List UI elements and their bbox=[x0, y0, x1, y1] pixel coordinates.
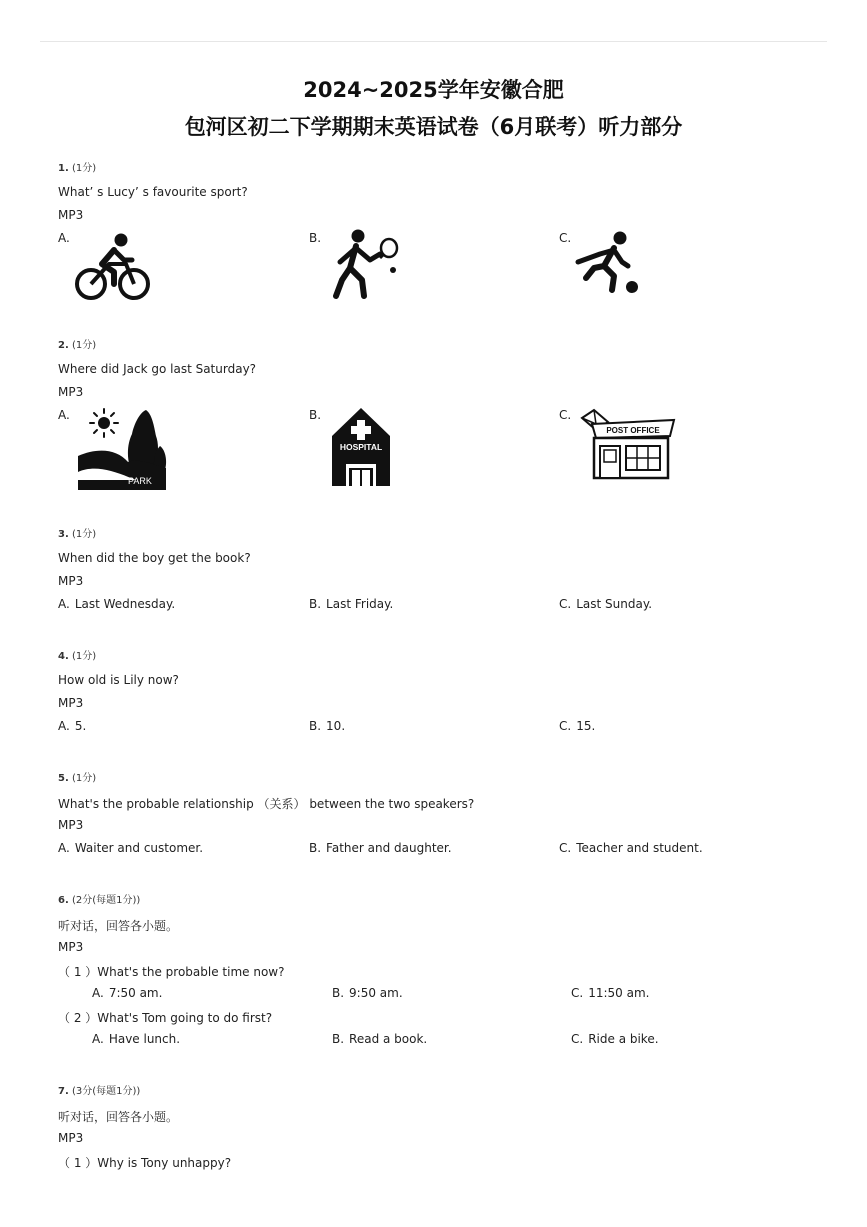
option-c-label[interactable]: C. bbox=[559, 408, 572, 422]
page-title-line1: 2024~2025学年安徽合肥 bbox=[303, 78, 564, 102]
mp3-label[interactable]: MP3 bbox=[58, 818, 84, 832]
top-divider bbox=[40, 41, 827, 42]
sub-question-2: （ 2 ）What's Tom going to do first? bbox=[58, 1011, 273, 1025]
mp3-label[interactable]: MP3 bbox=[58, 574, 84, 588]
question-number: 4. (1分) bbox=[58, 651, 97, 662]
question-number: 3. (1分) bbox=[58, 529, 97, 540]
question-number: 7. (3分(每题1分)) bbox=[58, 1086, 141, 1097]
question-text: 听对话，回答各小题。 bbox=[58, 919, 179, 933]
option-c[interactable]: C. Ride a bike. bbox=[571, 1032, 659, 1046]
cycling-icon[interactable] bbox=[74, 232, 152, 302]
option-b[interactable]: B. 9:50 am. bbox=[332, 986, 403, 1000]
post-office-icon[interactable] bbox=[578, 408, 678, 482]
option-a[interactable]: A. 5. bbox=[58, 719, 87, 733]
question-text: What’ s Lucy’ s favourite sport? bbox=[58, 185, 248, 199]
option-c[interactable]: C. Teacher and student. bbox=[559, 841, 703, 855]
question-text: When did the boy get the book? bbox=[58, 551, 251, 565]
hospital-caption: HOSPITAL bbox=[339, 442, 383, 452]
question-number: 5. (1分) bbox=[58, 773, 97, 784]
option-b[interactable]: B. Last Friday. bbox=[309, 597, 394, 611]
option-a[interactable]: A. 7:50 am. bbox=[92, 986, 163, 1000]
question-text: How old is Lily now? bbox=[58, 673, 179, 687]
park-caption: PARK bbox=[128, 476, 152, 486]
post-office-caption: POST OFFICE bbox=[606, 426, 660, 435]
question-text: 听对话，回答各小题。 bbox=[58, 1110, 179, 1124]
question-number: 2. (1分) bbox=[58, 340, 97, 351]
mp3-label[interactable]: MP3 bbox=[58, 1131, 84, 1145]
option-c[interactable]: C. Last Sunday. bbox=[559, 597, 653, 611]
question-text: What's the probable relationship （关系） between the two speakers? bbox=[58, 797, 475, 811]
page-title-line2: 包河区初二下学期期末英语试卷（6月联考）听力部分 bbox=[184, 115, 683, 139]
option-a[interactable]: A. Last Wednesday. bbox=[58, 597, 176, 611]
option-c-label[interactable]: C. bbox=[559, 231, 572, 245]
mp3-label[interactable]: MP3 bbox=[58, 940, 84, 954]
football-player-icon[interactable] bbox=[572, 230, 642, 296]
park-icon[interactable] bbox=[76, 406, 170, 494]
option-a[interactable]: A. Waiter and customer. bbox=[58, 841, 204, 855]
question-number: 1. (1分) bbox=[58, 163, 97, 174]
mp3-label[interactable]: MP3 bbox=[58, 208, 84, 222]
option-a-label[interactable]: A. bbox=[58, 231, 70, 245]
hospital-icon[interactable] bbox=[330, 406, 392, 488]
option-c[interactable]: C. 15. bbox=[559, 719, 596, 733]
sub-question-1: （ 1 ）What's the probable time now? bbox=[58, 965, 285, 979]
sub-question-1: （ 1 ）Why is Tony unhappy? bbox=[58, 1156, 232, 1170]
option-c[interactable]: C. 11:50 am. bbox=[571, 986, 650, 1000]
question-number: 6. (2分(每题1分)) bbox=[58, 895, 141, 906]
option-b[interactable]: B. Read a book. bbox=[332, 1032, 428, 1046]
option-a[interactable]: A. Have lunch. bbox=[92, 1032, 181, 1046]
tennis-player-icon[interactable] bbox=[328, 228, 402, 300]
option-b-label[interactable]: B. bbox=[309, 231, 322, 245]
option-b[interactable]: B. 10. bbox=[309, 719, 346, 733]
option-a-label[interactable]: A. bbox=[58, 408, 70, 422]
mp3-label[interactable]: MP3 bbox=[58, 696, 84, 710]
mp3-label[interactable]: MP3 bbox=[58, 385, 84, 399]
option-b-label[interactable]: B. bbox=[309, 408, 322, 422]
question-text: Where did Jack go last Saturday? bbox=[58, 362, 257, 376]
option-b[interactable]: B. Father and daughter. bbox=[309, 841, 452, 855]
